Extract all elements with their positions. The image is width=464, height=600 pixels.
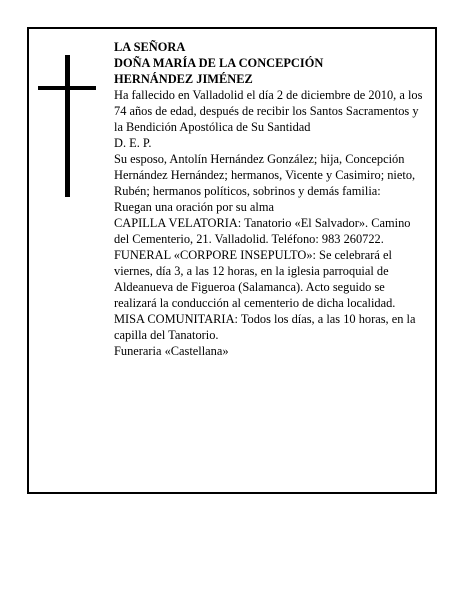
cross-horizontal-bar xyxy=(38,86,96,90)
funeral-info: FUNERAL «CORPORE INSEPULTO»: Se celebrará el viernes, día 3, a las 12 horas, en la iglesia parroquial de Aldeanueva de Figueroa (Salamanca). Acto seguido se realizará la conducción al cementerio de dicha localidad. xyxy=(114,248,396,310)
cross-vertical-bar xyxy=(65,55,70,197)
family-list: Su esposo, Antolín Hernández González; hija, Concepción Hernández Hernández; hermanos, Vicente y Casimiro; nieto, Rubén; hermanos políticos, sobrinos y demás familia: xyxy=(114,152,416,198)
prayer-request: Ruegan una oración por su alma xyxy=(114,200,274,214)
mass-info: MISA COMUNITARIA: Todos los días, a las 10 horas, en la capilla del Tanatorio. xyxy=(114,312,416,342)
chapel-info: CAPILLA VELATORIA: Tanatorio «El Salvador». Camino del Cementerio, 21. Valladolid. Teléfono: 983 260722. xyxy=(114,216,411,246)
death-announcement: Ha fallecido en Valladolid el día 2 de diciembre de 2010, a los 74 años de edad, después de recibir los Santos Sacramentos y la Bendición Apostólica de Su Santidad xyxy=(114,88,423,134)
notice-text xyxy=(114,39,426,359)
notice-title-line-2: DOÑA MARÍA DE LA CONCEPCIÓN xyxy=(114,56,324,70)
dep-line: D. E. P. xyxy=(114,136,152,150)
funeral-home: Funeraria «Castellana» xyxy=(114,344,229,358)
cross-icon xyxy=(38,55,96,197)
notice-title-line-1: LA SEÑORA xyxy=(114,40,186,54)
notice-title-line-3: HERNÁNDEZ JIMÉNEZ xyxy=(114,72,253,86)
